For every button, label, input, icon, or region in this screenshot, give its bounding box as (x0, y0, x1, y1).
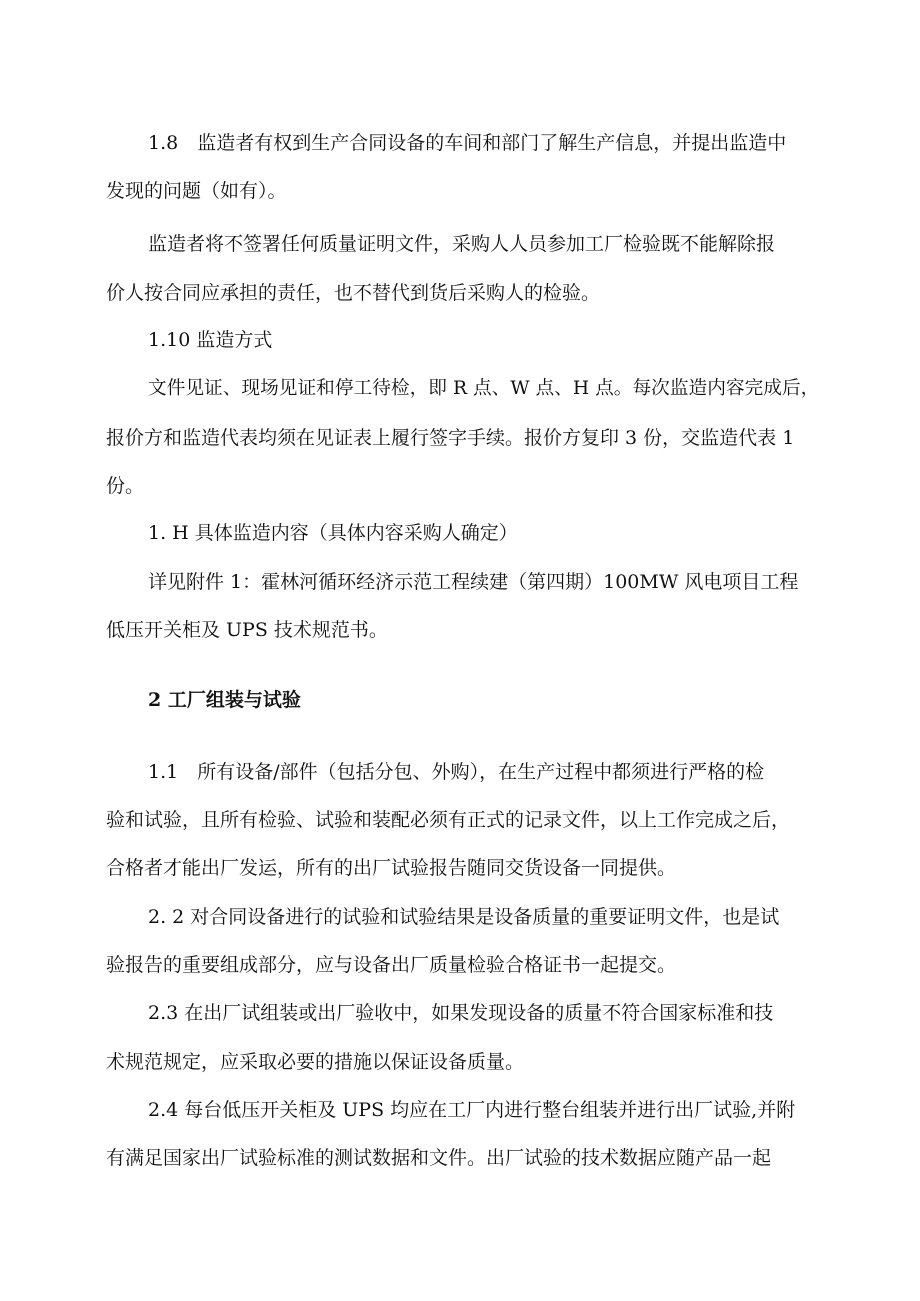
paragraph-annex-line-2: 低压开关柜及 UPS 技术规范书。 (106, 619, 388, 641)
section-1-10-heading: 1.10 监造方式 (148, 329, 273, 351)
paragraph-1-1-line-3: 合格者才能出厂发运，所有的出厂试验报告随同交货设备一同提供。 (106, 857, 677, 879)
paragraph-method-line-3: 份。 (106, 475, 145, 497)
paragraph-supervisor-line-1: 监造者将不签署任何质量证明文件，采购人人员参加工厂检验既不能解除报 (148, 233, 776, 255)
paragraph-1-8-line-2: 发现的问题（如有）。 (106, 180, 287, 202)
paragraph-2-2-line-2: 验报告的重要组成部分，应与设备出厂质量检验合格证书一起提交。 (106, 954, 677, 976)
section-1-h-heading: 1. H 具体监造内容（具体内容采购人确定） (148, 522, 518, 544)
paragraph-method-line-2: 报价方和监造代表均须在见证表上履行签字手续。报价方复印 3 份，交监造代表 1 (106, 427, 795, 449)
paragraph-2-3-line-2: 术规范规定，应采取必要的措施以保证设备质量。 (106, 1051, 525, 1073)
paragraph-1-1-line-2: 验和试验，且所有检验、试验和装配必须有正式的记录文件，以上工作完成之后， (106, 809, 791, 831)
paragraph-supervisor-line-2: 价人按合同应承担的责任，也不替代到货后采购人的检验。 (106, 282, 601, 304)
paragraph-2-4-line-2: 有满足国家出厂试验标准的测试数据和文件。出厂试验的技术数据应随产品一起 (106, 1147, 772, 1169)
paragraph-2-2-line-1: 2. 2 对合同设备进行的试验和试验结果是设备质量的重要证明文件，也是试 (148, 906, 780, 928)
paragraph-method-line-1: 文件见证、现场见证和停工待检，即 R 点、W 点、H 点。每次监造内容完成后， (148, 378, 820, 399)
section-2-heading: 2 工厂组装与试验 (148, 689, 301, 711)
paragraph-2-4-line-1: 2.4 每台低压开关柜及 UPS 均应在工厂内进行整台组装并进行出厂试验,并附 (148, 1099, 796, 1121)
paragraph-1-1-line-1: 1.1 所有设备/部件（包括分包、外购），在生产过程中都须进行严格的检 (148, 761, 765, 783)
paragraph-annex-line-1: 详见附件 1：霍林河循环经济示范工程续建（第四期）100MW 风电项目工程 (148, 571, 799, 593)
paragraph-1-8-line-1: 1.8 监造者有权到生产合同设备的车间和部门了解生产信息，并提出监造中 (148, 132, 787, 154)
paragraph-2-3-line-1: 2.3 在出厂试组装或出厂验收中，如果发现设备的质量不符合国家标准和技 (148, 1002, 774, 1024)
